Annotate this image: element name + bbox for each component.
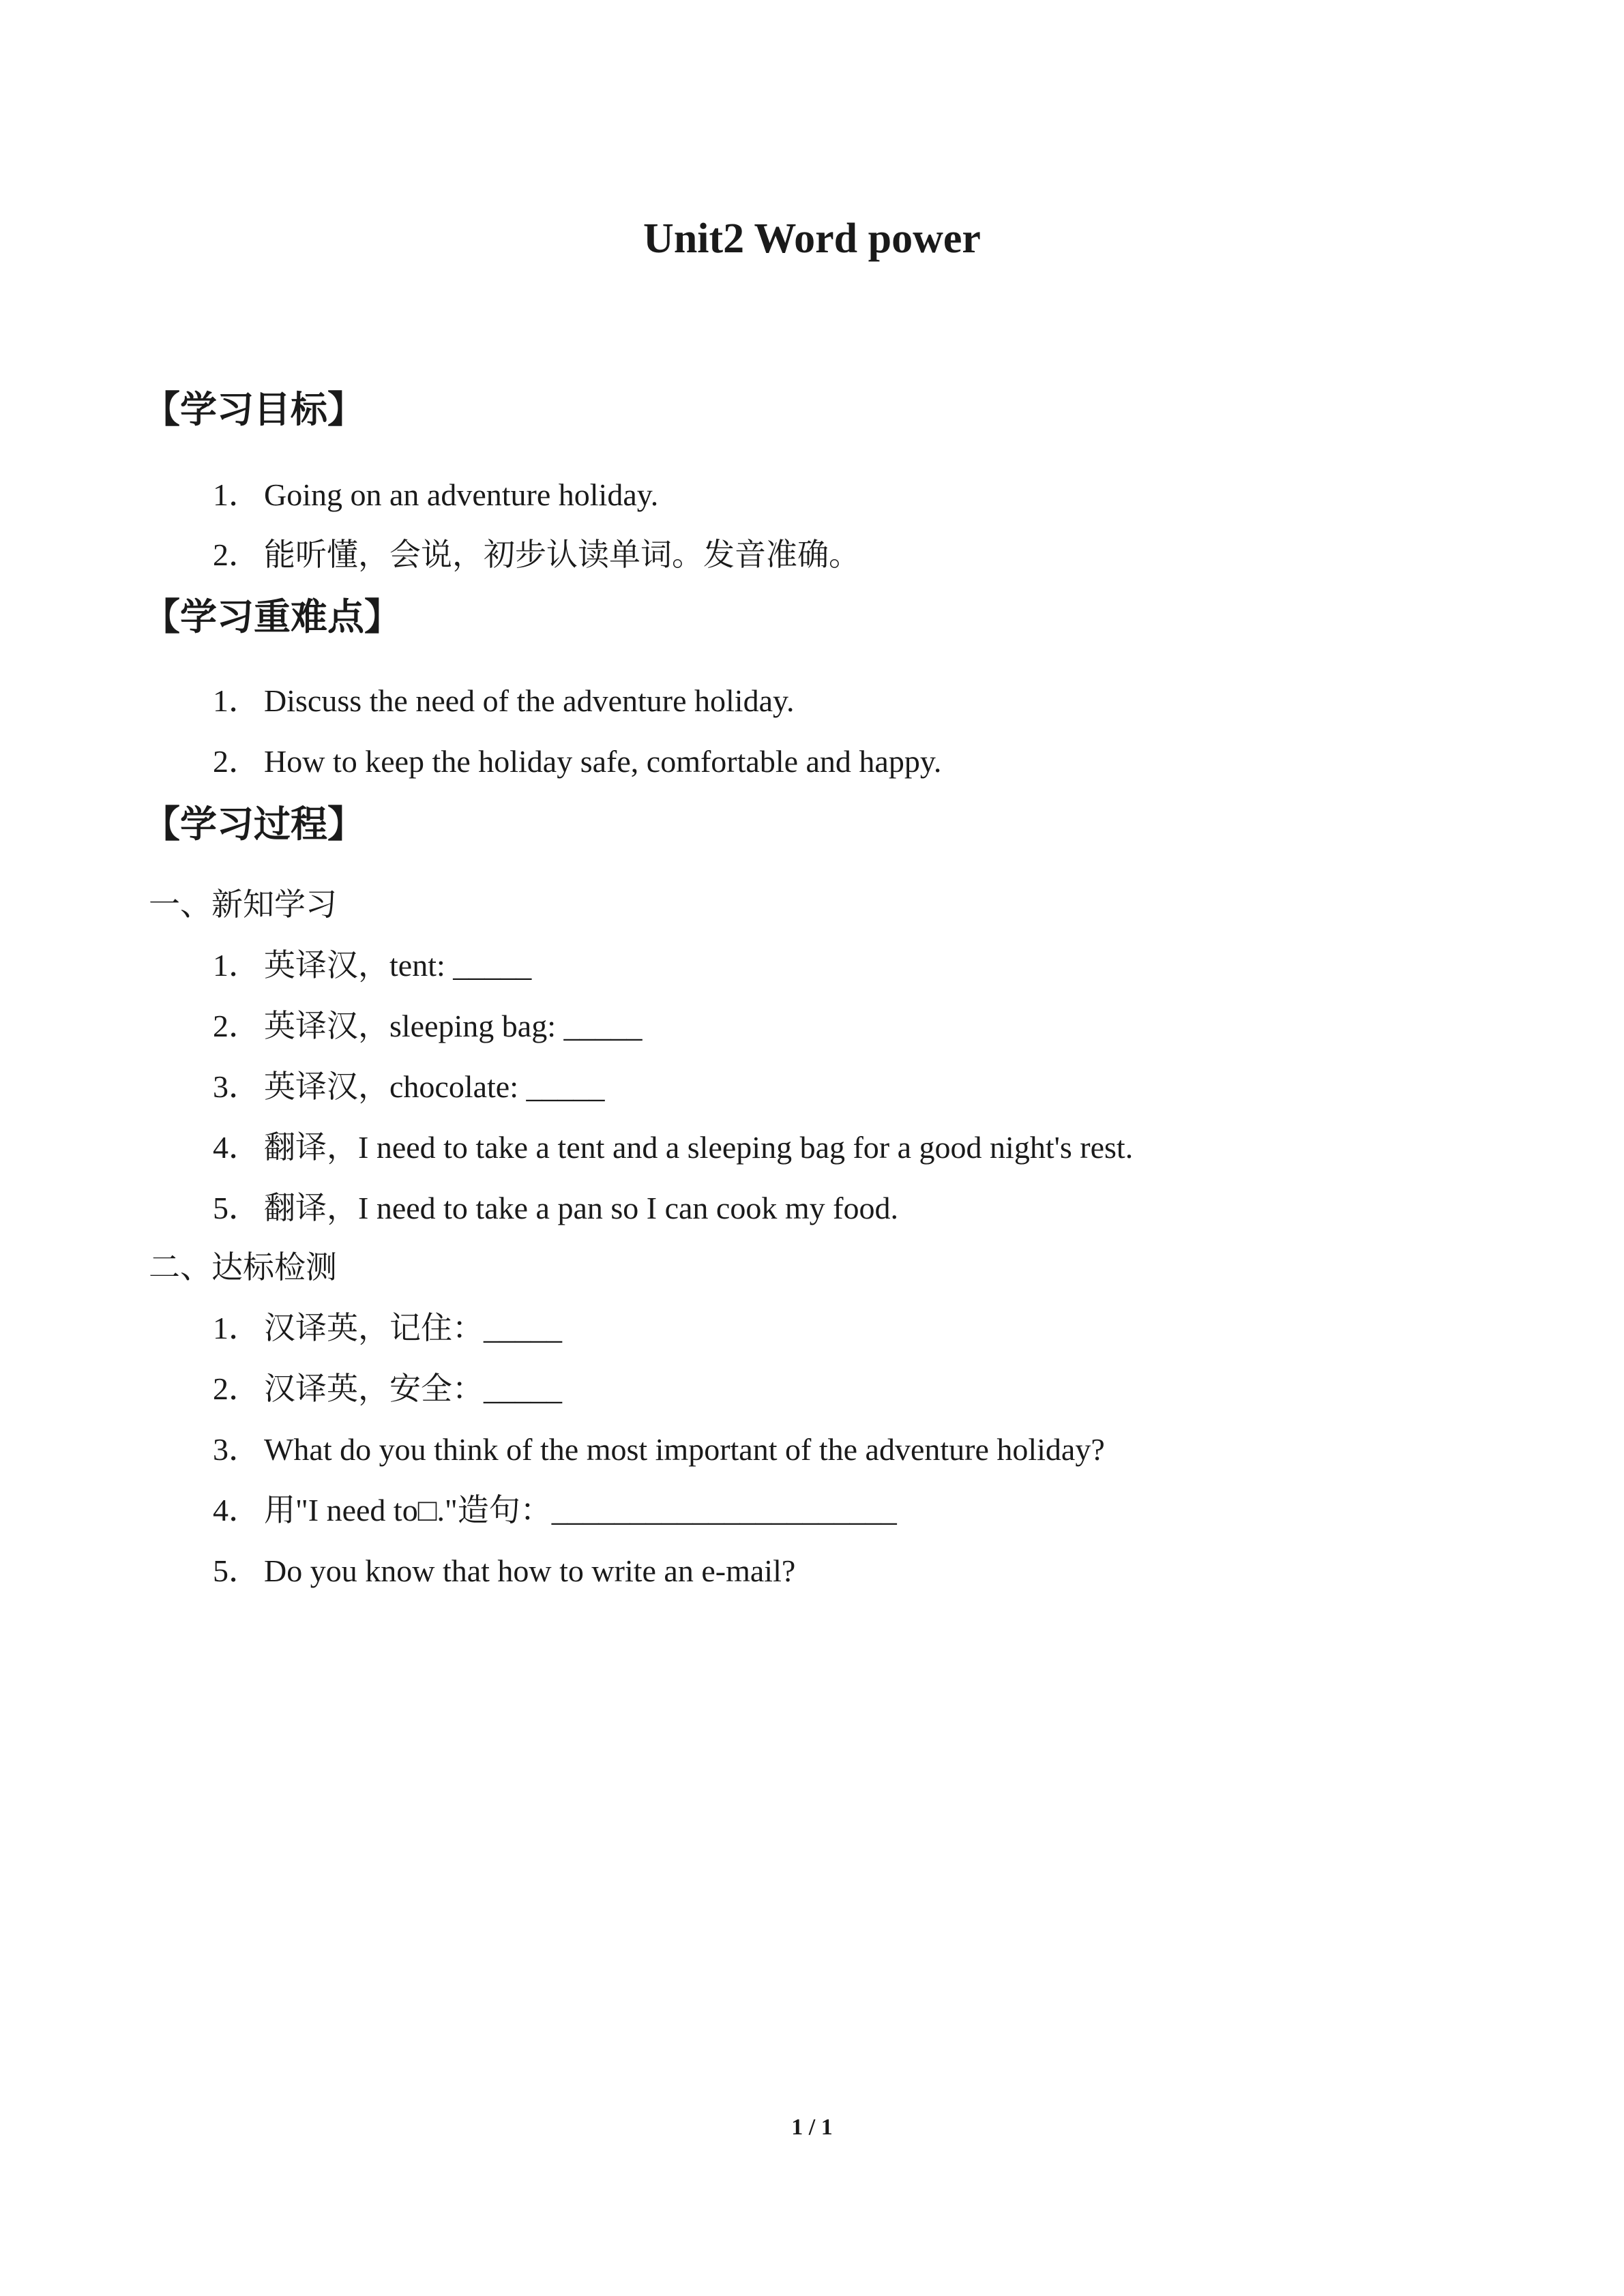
item-text: Do you know that how to write an e-mail? [264,1553,796,1588]
item-text: What do you think of the most important of the adventure holiday? [264,1432,1105,1467]
item-number: 1． [213,683,260,718]
item-text: 用"I need to□."造句：______________________ [264,1493,897,1527]
key-point-item-2 [213,740,941,784]
objective-item-1 [213,473,658,517]
part1-item-4 [213,1126,1133,1169]
item-number: 2． [213,744,260,779]
item-number: 2． [213,1009,260,1043]
item-number: 1． [213,477,260,512]
part2-item-3 [213,1428,1105,1472]
part2-label: 二、达标检测 [149,1250,337,1285]
item-number: 1． [213,948,260,983]
item-text: 翻译，I need to take a pan so I can cook my food. [264,1191,898,1225]
item-text: 英译汉，chocolate: _____ [264,1069,605,1104]
item-text: 汉译英，安全：_____ [264,1371,562,1406]
part2-item-4 [213,1489,897,1532]
part2-item-5 [213,1549,795,1593]
item-number: 3． [213,1069,260,1104]
item-number: 4． [213,1130,260,1165]
item-text: Discuss the need of the adventure holiday. [264,683,795,718]
part1-item-5 [213,1187,898,1230]
objective-item-2 [213,533,860,577]
heading-process: 【学习过程】 [143,803,364,846]
part1-item-2 [213,1004,643,1048]
item-text: Going on an adventure holiday. [264,477,659,512]
item-text: 英译汉，sleeping bag: _____ [264,1009,643,1043]
item-number: 3． [213,1432,260,1467]
item-text: How to keep the holiday safe, comfortable and happy. [264,744,942,779]
item-number: 1． [213,1311,260,1345]
page-number: 1 / 1 [791,2115,833,2140]
item-number: 5． [213,1553,260,1588]
part2-item-1 [213,1307,562,1350]
part1-item-3 [213,1065,605,1109]
part2-item-2 [213,1367,562,1411]
heading-objectives: 【学习目标】 [143,388,364,431]
item-text: 翻译，I need to take a tent and a sleeping bag for a good night's rest. [264,1130,1134,1165]
item-number: 4． [213,1493,260,1527]
item-text: 英译汉，tent: _____ [264,948,532,983]
key-point-item-1 [213,679,795,723]
item-number: 2． [213,1371,260,1406]
item-number: 2． [213,537,260,572]
part1-item-1 [213,944,531,987]
page-title: Unit2 Word power [643,215,981,262]
item-text: 能听懂，会说，初步认读单词。发音准确。 [264,537,860,572]
item-number: 5． [213,1191,260,1225]
item-text: 汉译英，记住：_____ [264,1311,562,1345]
part1-label: 一、新知学习 [149,887,337,922]
heading-key-points: 【学习重难点】 [143,595,401,638]
